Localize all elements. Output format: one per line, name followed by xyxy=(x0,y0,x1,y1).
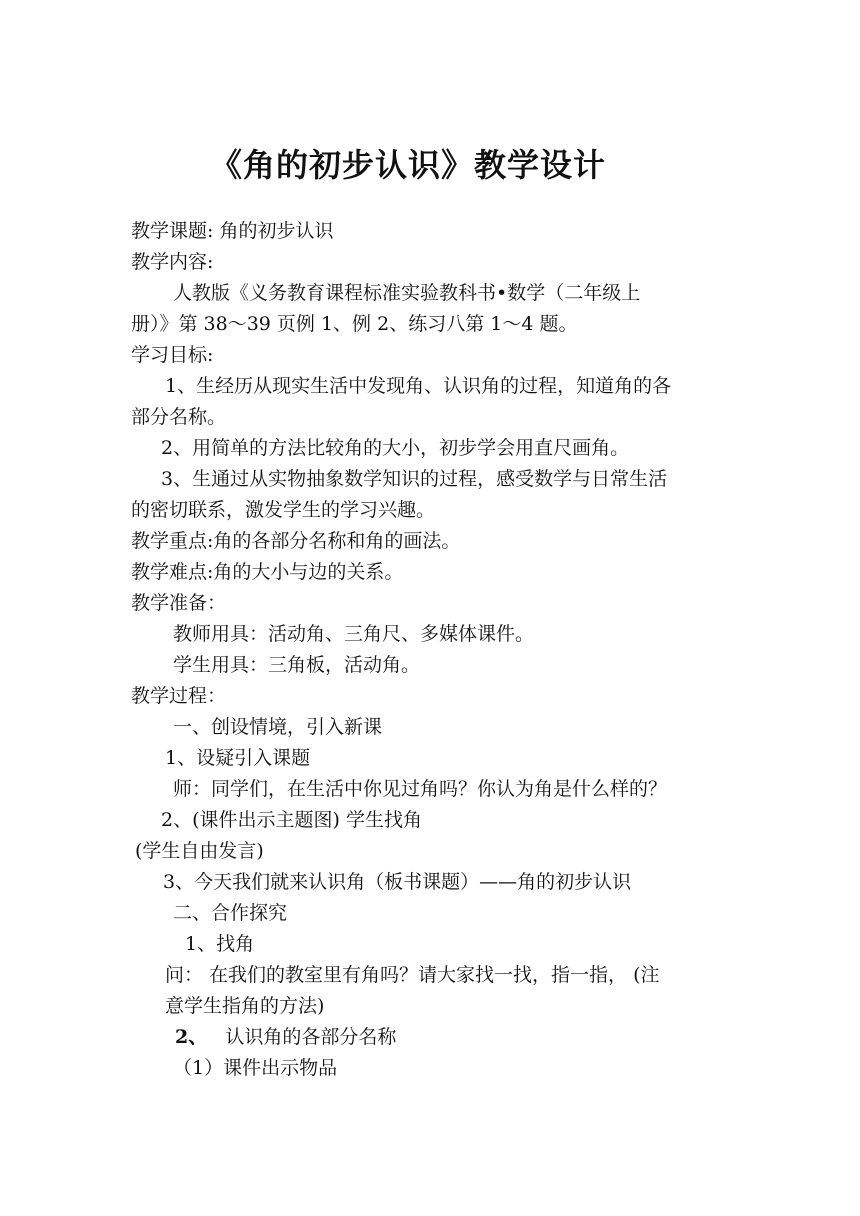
goal-1-line-2: 部分名称。 xyxy=(131,406,227,428)
classroom-question-line-1: 问： 在我们的教室里有角吗？请大家找一找，指一指， (注 xyxy=(165,964,660,986)
angle-parts-number: 2、 xyxy=(175,1026,208,1048)
document-body xyxy=(131,216,736,1084)
goal-3-line-1: 3、生通过从实物抽象数学知识的过程，感受数学与日常生活 xyxy=(161,468,668,490)
document-title: 《角的初步认识》教学设计 xyxy=(209,146,606,184)
student-tools-line: 学生用具：三角板，活动角。 xyxy=(173,654,421,676)
step-1-line: 1、设疑引入课题 xyxy=(165,747,311,769)
teacher-tools-line: 教师用具：活动角、三角尺、多媒体课件。 xyxy=(173,623,535,645)
lesson-topic-line: 教学课题: 角的初步认识 xyxy=(131,220,334,242)
step-3-line: 3、今天我们就来认识角（板书课题）——角的初步认识 xyxy=(163,871,632,893)
teacher-question-line: 师：同学们，在生活中你见过角吗？你认为角是什么样的？ xyxy=(173,778,668,800)
difficult-points-line: 教学难点:角的大小与边的关系。 xyxy=(131,561,404,583)
section-1-heading: 一、创设情境，引入新课 xyxy=(173,716,383,738)
lesson-content-heading: 教学内容: xyxy=(131,251,214,273)
angle-parts-line xyxy=(131,1022,736,1053)
goal-3-line-2: 的密切联系，激发学生的学习兴趣。 xyxy=(131,499,436,521)
key-points-line: 教学重点:角的各部分名称和角的画法。 xyxy=(131,530,461,552)
step-2-line: 2、(课件出示主题图) 学生找角 xyxy=(161,809,422,831)
find-angle-line: 1、找角 xyxy=(185,933,255,955)
goal-1-line-1: 1、生经历从现实生活中发现角、认识角的过程，知道角的各 xyxy=(165,375,672,397)
learning-goals-heading: 学习目标: xyxy=(131,344,214,366)
classroom-question-line-2: 意学生指角的方法) xyxy=(165,995,325,1017)
courseware-items-line: （1）课件出示物品 xyxy=(173,1057,338,1079)
teaching-process-heading: 教学过程： xyxy=(131,685,227,707)
preparation-heading: 教学准备： xyxy=(131,592,227,614)
lesson-content-line-1: 人教版《义务教育课程标准实验教科书•数学（二年级上 xyxy=(173,282,641,304)
lesson-content-line-2: 册）》第 38～39 页例 1、例 2、练习八第 1～4 题。 xyxy=(131,313,578,335)
angle-parts-text: 认识角的各部分名称 xyxy=(225,1026,397,1048)
section-2-heading: 二、合作探究 xyxy=(173,902,288,924)
goal-2-line: 2、用简单的方法比较角的大小，初步学会用直尺画角。 xyxy=(161,437,630,459)
students-speak-line: (学生自由发言) xyxy=(135,840,264,862)
